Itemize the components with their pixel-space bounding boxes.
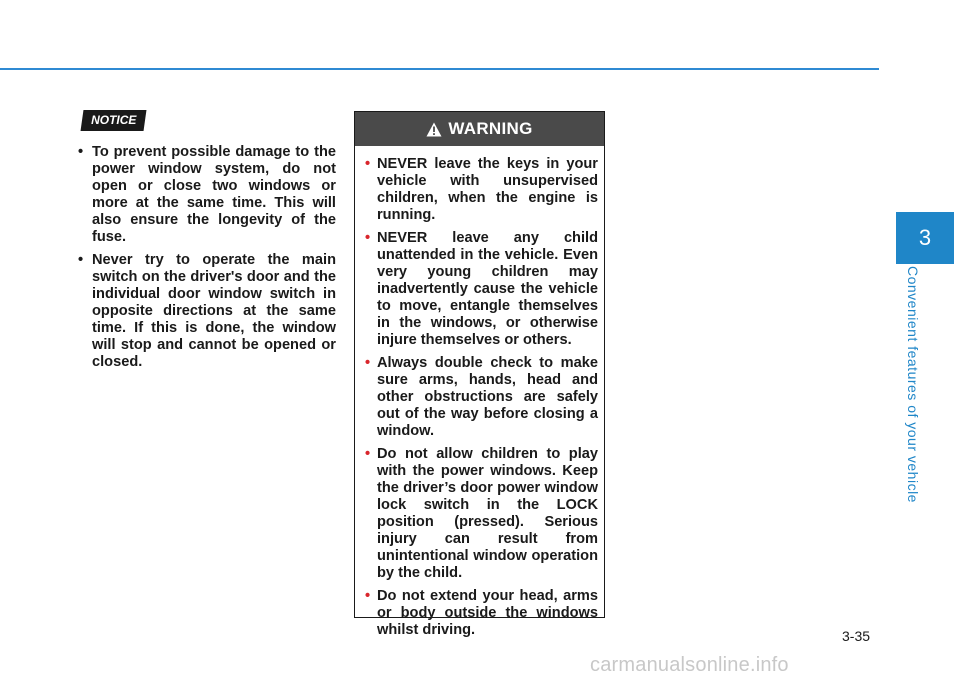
- warning-header: [355, 112, 604, 146]
- warning-box: [354, 111, 605, 638]
- header-rule: [0, 68, 879, 70]
- notice-badge-label: NOTICE: [91, 113, 137, 127]
- warning-item: • Do not allow children to play with the power windows. Keep the driver’s door power window lock switch in the LOCK position (pressed). Serious injury can result from unintentional window operation by the child.: [365, 446, 598, 582]
- chapter-title: Convenient features of your vehicle: [905, 266, 921, 503]
- notice-list: [78, 144, 336, 377]
- warning-item: • NEVER leave the keys in your vehicle with unsupervised children, when the engine is running.: [365, 156, 598, 224]
- chapter-tab: [896, 212, 954, 264]
- notice-badge: [81, 110, 147, 131]
- page-number: 3-35: [842, 628, 871, 644]
- chapter-number: 3: [918, 225, 932, 250]
- watermark: carmanualsonline.info: [590, 654, 789, 676]
- notice-item: • Never try to operate the main switch on the driver's door and the individual door window switch in opposite directions at the same time. If this is done, the window will stop and cannot be opened or closed.: [78, 252, 336, 371]
- warning-item: • NEVER leave any child unattended in the vehicle. Even very young children may inadvertently cause the vehicle to move, entangle themselves in the windows, or otherwise injure themselves or others.: [365, 230, 598, 349]
- warning-item: • Do not extend your head, arms or body outside the windows whilst driving.: [365, 588, 598, 639]
- warning-list: [355, 146, 604, 639]
- warning-title: WARNING: [448, 119, 533, 138]
- notice-item: • To prevent possible damage to the power window system, do not open or close two windows or more at the same time. This will also ensure the longevity of the fuse.: [78, 144, 336, 246]
- warning-item: • Always double check to make sure arms, hands, head and other obstructions are safely out of the way before closing a window.: [365, 355, 598, 440]
- warning-triangle-icon: [426, 122, 442, 137]
